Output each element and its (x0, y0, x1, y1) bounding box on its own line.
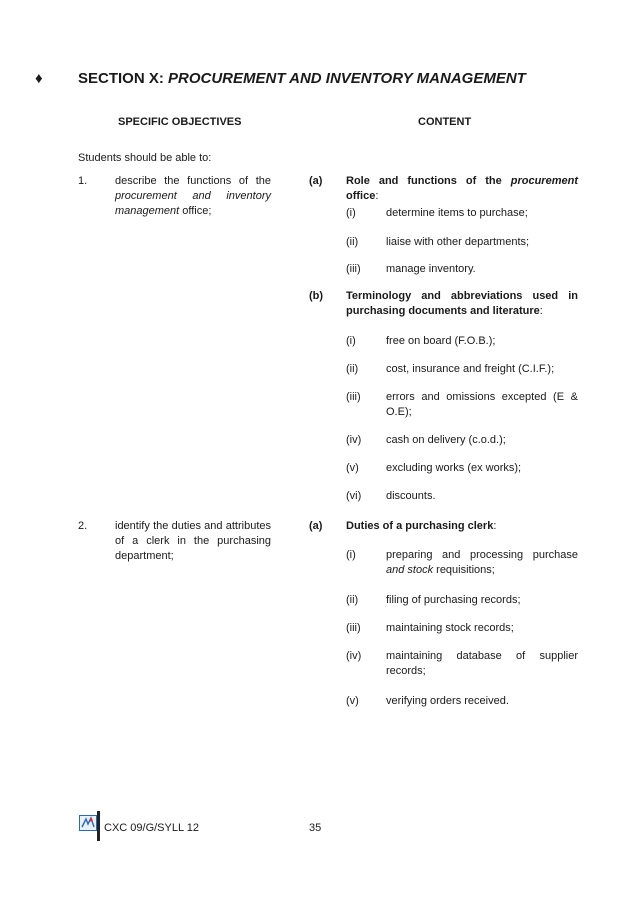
objective-text: identify the duties and attributes of a clerk in the purchasing department; (115, 520, 271, 562)
objective-number: 2. (78, 520, 88, 532)
item-numeral: (i) (346, 335, 356, 347)
content-letter: (a) (309, 175, 323, 187)
content-letter: (a) (309, 520, 323, 532)
list-item: liaise with other departments; (386, 236, 530, 248)
section-label: SECTION X: (78, 70, 169, 87)
item-numeral: (iv) (346, 650, 362, 662)
item-numeral: (ii) (346, 363, 359, 375)
list-item: maintaining database of supplier records; (386, 650, 578, 677)
intro-text: Students should be able to: (78, 152, 212, 164)
list-item: determine items to purchase; (386, 207, 528, 219)
content-heading-part: Terminology and abbreviations used in purchasing documents and literature (346, 290, 578, 317)
objective-text-part: office; (179, 205, 212, 217)
item-numeral: (iii) (346, 622, 361, 634)
objective-text-part: describe the functions of the (115, 175, 271, 187)
objective-text (115, 174, 271, 219)
list-item: errors and omissions excepted (E & O.E); (386, 391, 578, 418)
specific-objectives-header: SPECIFIC OBJECTIVES (118, 116, 242, 128)
objective-text-italic: procurement and inventory management (115, 190, 271, 217)
content-heading (346, 519, 578, 534)
content-heading-colon: : (375, 190, 379, 202)
item-numeral: (ii) (346, 594, 359, 606)
content-heading-part: Role and functions of the (346, 175, 511, 187)
list-item: cost, insurance and freight (C.I.F.); (386, 363, 555, 375)
list-item: manage inventory. (386, 263, 476, 275)
footer-divider (97, 811, 100, 841)
list-item: discounts. (386, 490, 436, 502)
list-item-part: preparing and processing purchase (386, 549, 578, 561)
list-item: filing of purchasing records; (386, 594, 521, 606)
section-heading (78, 69, 526, 89)
item-numeral: (ii) (346, 236, 359, 248)
list-item: free on board (F.O.B.); (386, 335, 496, 347)
list-item: cash on delivery (c.o.d.); (386, 434, 506, 446)
item-numeral: (i) (346, 207, 356, 219)
item-numeral: (v) (346, 695, 359, 707)
item-numeral: (vi) (346, 490, 362, 502)
content-heading (346, 174, 578, 204)
list-item-italic: and stock (386, 564, 434, 576)
section-title: PROCUREMENT AND INVENTORY MANAGEMENT (168, 70, 526, 87)
cxc-logo-icon (79, 815, 97, 831)
content-heading-italic: procurement (510, 175, 578, 187)
footer-code: CXC 09/G/SYLL 12 (104, 822, 199, 834)
item-numeral: (i) (346, 549, 356, 561)
page-number: 35 (309, 822, 322, 834)
objective-number: 1. (78, 175, 88, 187)
content-heading (346, 289, 578, 319)
content-heading-part: office (346, 190, 376, 202)
content-letter: (b) (309, 290, 324, 302)
content-heading-colon: : (493, 520, 497, 532)
item-numeral: (iii) (346, 391, 361, 403)
list-item-part: requisitions; (433, 564, 495, 576)
list-item: excluding works (ex works); (386, 462, 522, 474)
section-bullet: ♦ (35, 70, 43, 87)
list-item: verifying orders received. (386, 695, 509, 707)
item-numeral: (iii) (346, 263, 361, 275)
item-numeral: (iv) (346, 434, 362, 446)
content-header: CONTENT (418, 116, 472, 128)
list-item (386, 548, 578, 578)
list-item: maintaining stock records; (386, 622, 514, 634)
content-heading-part: Duties of a purchasing clerk (346, 520, 494, 532)
content-heading-colon: : (539, 305, 543, 317)
item-numeral: (v) (346, 462, 359, 474)
